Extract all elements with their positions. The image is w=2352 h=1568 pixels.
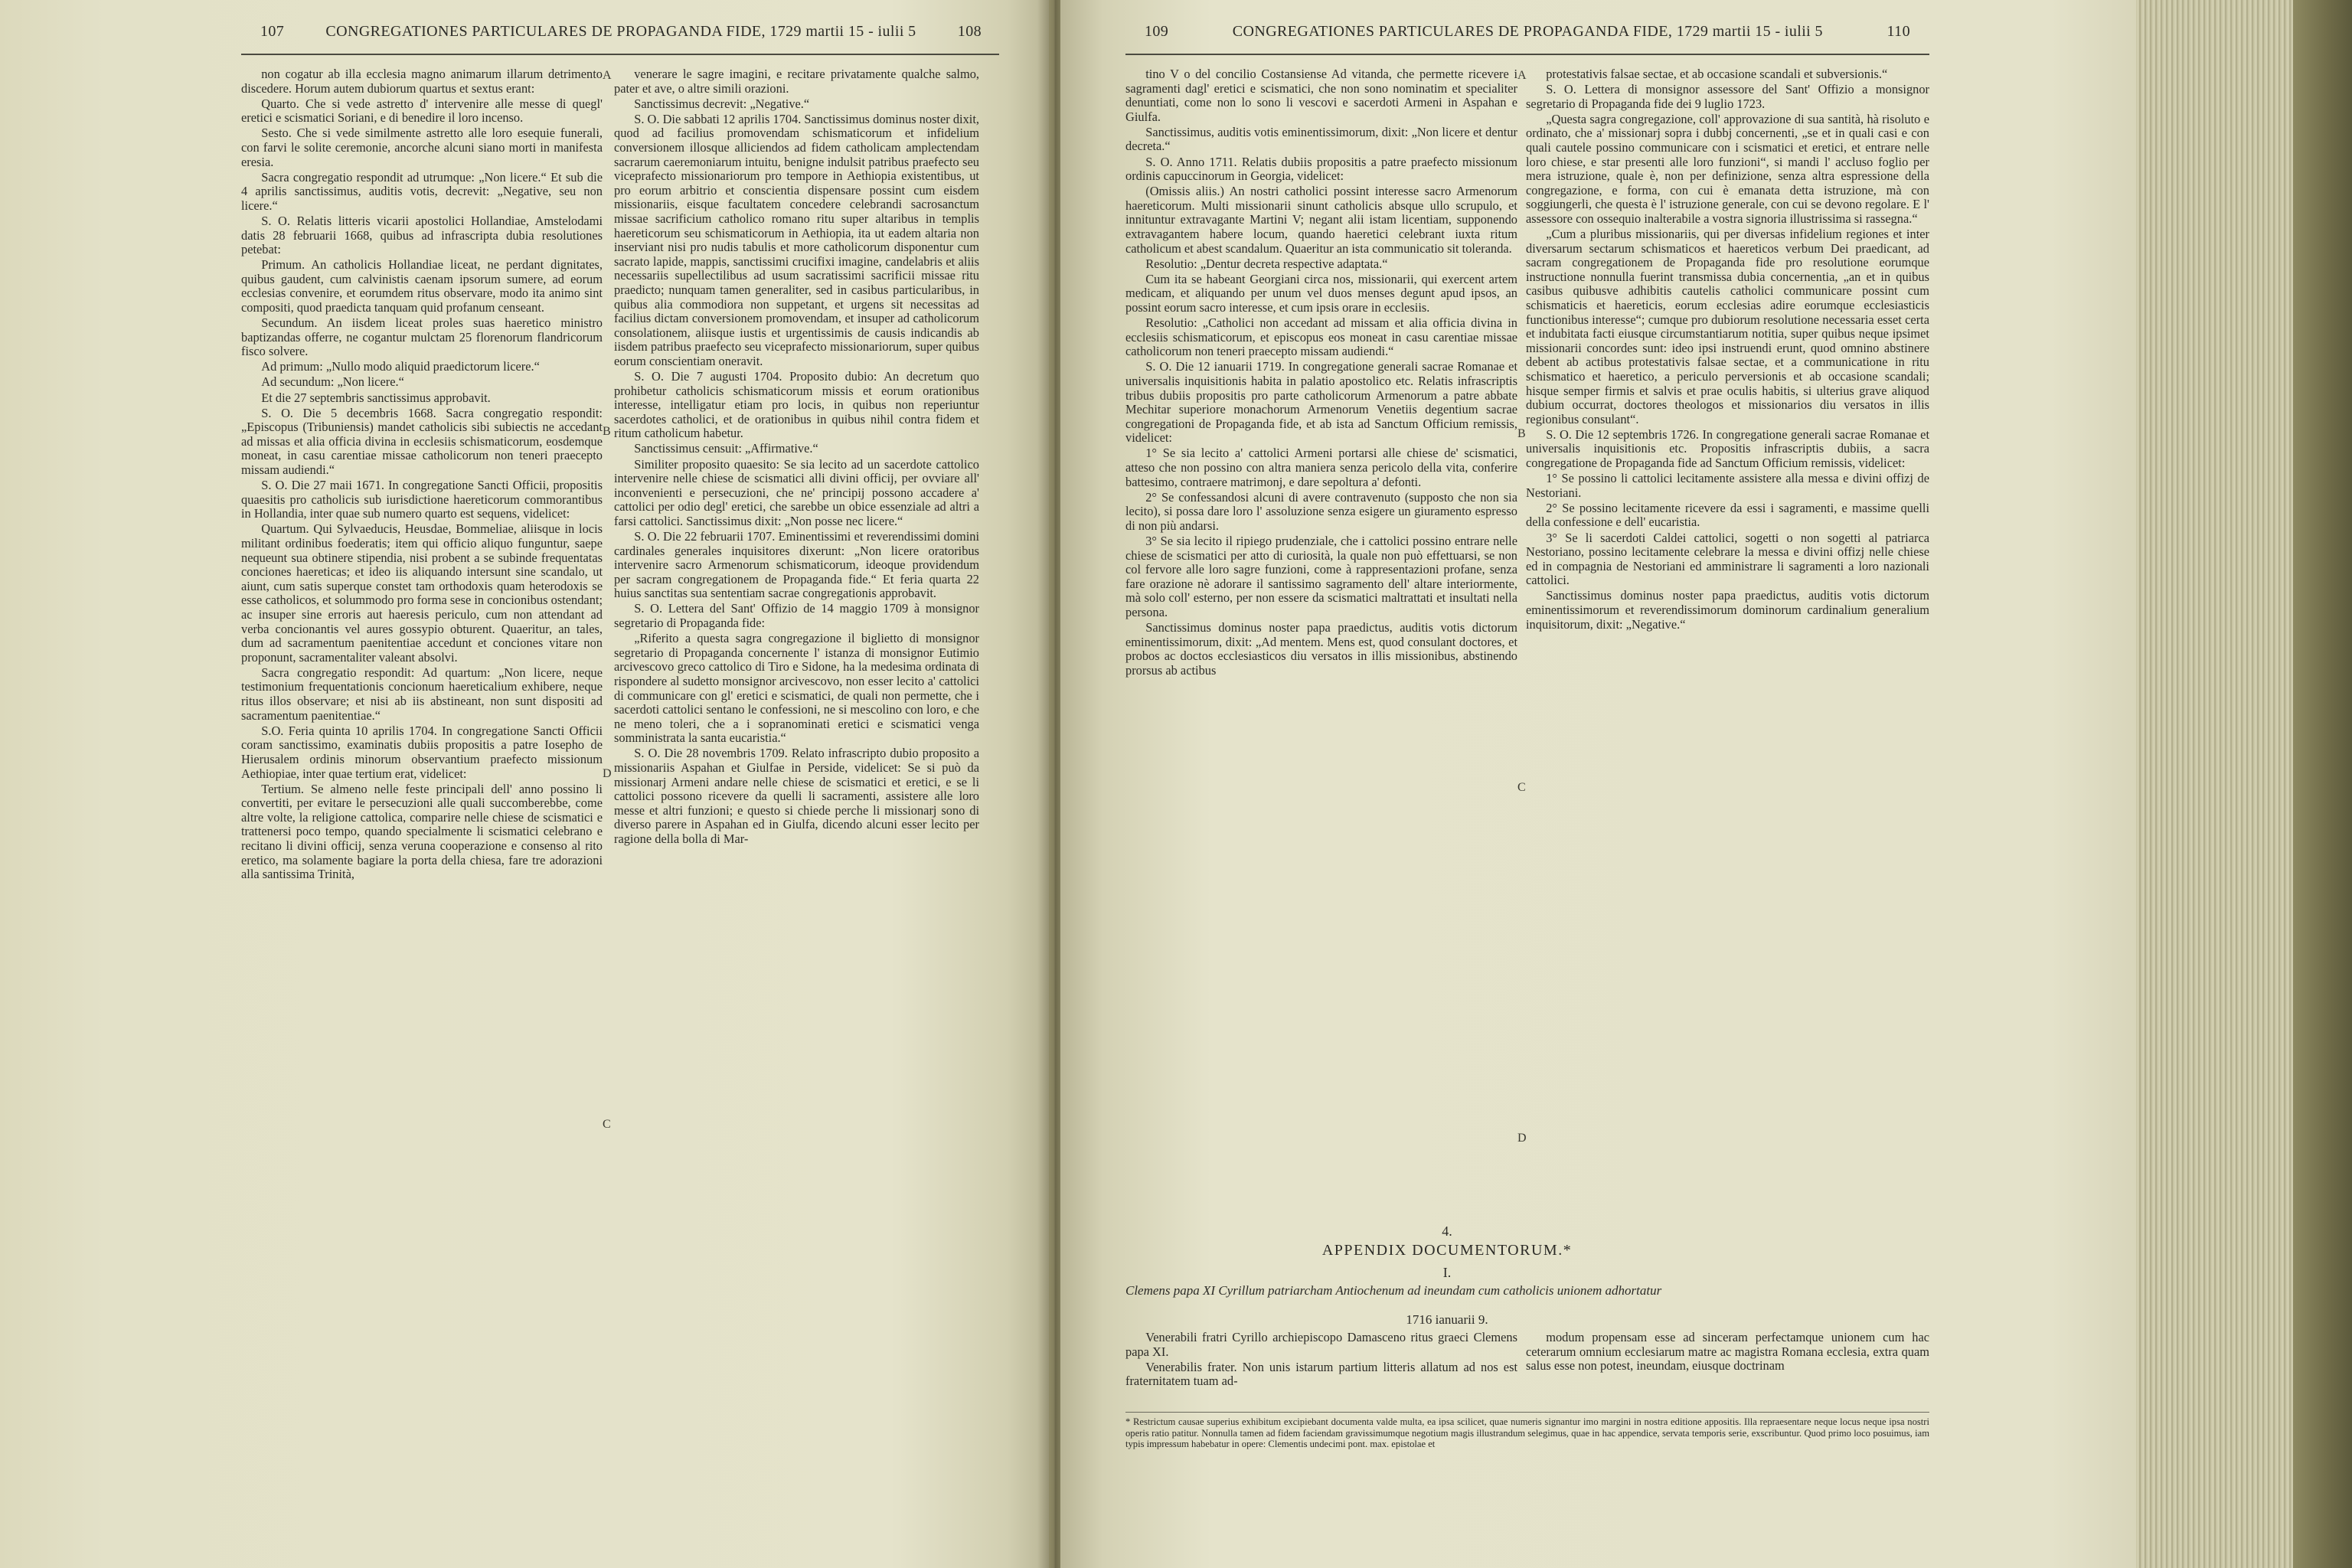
appendix-title: APPENDIX DOCUMENTORUM.*: [1321, 1242, 1573, 1259]
appendix-footnote: * Restrictum causae superius exhibitum excipiebant documenta valde multa, ea ipsa scilicet, quae numeris signantur imo margini in nostra editione appositis. Illa repraesentare neque locus neque ipsa nostri operis ratio patitur. Nonnulla tamen ad fidem faciendam gravissimumque negotium magis illustrandum selegimus, quae in hac appendice, servata temporis serie, exscribuntur. Quod primo loco posuimus, iam typis impressum habebatur in opere: Clementis undecimi pont. max. epistolae et: [1125, 1416, 1929, 1449]
paragraph: tino V o del concilio Costansiense Ad vitanda, che permette ricevere i sagramenti dagl' eretici e scismatici, che non sono nominatim et specialiter denuntiati, come non lo sono li vescovi e sacerdoti Armeni in Aspahan e Giulfa.: [1125, 67, 1517, 124]
paragraph: Resolutio: „Dentur decreta respective adaptata.“: [1145, 256, 1388, 271]
margin-marker-d-left: D: [603, 767, 612, 780]
margin-marker-c-left: C: [603, 1118, 611, 1131]
paragraph: Sacra congregatio respondit: Ad quartum: „Non licere, neque testimonium frequentationis concionum haereticalium exhibere, neque ritus illos observare; et nisi ab iis abstineant, non sunt dispositi ad sacramentum paenitentiae.“: [241, 665, 603, 723]
left-page-column-1: [241, 67, 603, 883]
paragraph: S. O. Lettera di monsignor assessore del Sant' Offizio a monsignor segretario di Propaganda fide dei 9 luglio 1723.: [1526, 82, 1929, 111]
paragraph: S. O. Anno 1711. Relatis dubiis propositis a patre praefecto missionum ordinis capuccinorum in Georgia, videlicet:: [1125, 154, 1517, 184]
margin-marker-d-right: D: [1517, 1132, 1527, 1145]
paragraph: Similiter proposito quaesito: Se sia lecito ad un sacerdote cattolico intervenire nelle chiese de scismatici alli divini officij, per ovviare all' inconvenienti e persecuzioni, che ne' principij possono accadere a' cattolici per odio degl' eretici, che sarebbe un obice essenziale ad altri a farsi cattolici. Sanctissimus dixit: „Non posse nec licere.“: [614, 456, 979, 528]
appendix-document-date: 1716 ianuarii 9.: [1406, 1312, 1488, 1327]
appendix-column-2: [1526, 1331, 1929, 1374]
right-head-rule: [1125, 54, 1929, 55]
left-head-rule: [241, 54, 999, 55]
appendix-number: 4.: [1442, 1223, 1452, 1239]
right-page-column-1: [1125, 67, 1517, 1216]
footnote-rule: [1125, 1412, 1929, 1413]
right-page-column-2: [1526, 67, 1929, 1216]
paragraph: Sanctissimus dominus noster papa praedictus, auditis votis dictorum eminentissimorum et reverendissimorum dominorum cardinalium generalium inquisitorum, dixit: „Negative.“: [1526, 588, 1929, 632]
paragraph: 3° Se sia lecito il ripiego prudenziale, che i cattolici possino entrare nelle chiese de scismatici per atto di curiosità, la quale non può effettuarsi, se non col fervore alle loro sagre funzioni, come à rappresentazioni profane, senza fare orazione nè adorare il santissimo sagramento dell' altare interiormente, mà solo coll' esterno, per non essere da scismatici maltrattati et insultati nella persona.: [1125, 534, 1517, 619]
paragraph: S. O. Relatis litteris vicarii apostolici Hollandiae, Amstelodami datis 28 februarii 1668, quibus ad infrascripta dubia resolutiones petebat:: [241, 213, 603, 257]
paragraph: Ad secundum: „Non licere.“: [261, 374, 404, 390]
right-running-head: [1145, 23, 1910, 49]
paragraph: „Cum a pluribus missionariis, qui per diversas infidelium regiones et inter diversarum sectarum schismaticos et haereticos verbum Dei praedicant, ad sacram congregationem de Propaganda fide pro resolutione eorumque instructione nonnulla fuerint transmissa dubia concernentia, „an et in quibus casibus quibusve adhibitis cautelis catholici communicare possint cum schismaticis et haereticis, eorum ecclesias adire eorumque ecclesiasticis functionibus interesse“; cumque pro dubiorum resolutione necessaria esset certa et indubitata facti eiusque circumstantiarum notitia, super quibus neque ipsimet missionarii concordes sunt: ideo ipsi instruendi erunt, quod omnino abstinere debent ab actibus protestativis falsae sectae, et a communicatione in ritu schismatico et haeretico, a periculo perversionis et ab occasione scandali; hisque semper firmis et salvis et prae oculis habitis, si ulterius grave aliquod dubium occurrat, doctores theologos et missionarios diu versatos in illis regionibus consulant“.: [1526, 227, 1929, 426]
margin-marker-a-left: A: [603, 69, 612, 82]
paragraph: 1° Se possino li cattolici lecitamente assistere alla messa e divini offizj de Nestoriani.: [1526, 471, 1929, 500]
paragraph: modum propensam esse ad sinceram perfectamque unionem cum hac ceterarum omnium ecclesiarum matre ac magistra Romana ecclesia, extra quam salus esse non potest, ineundam, eiusque doctrinam: [1526, 1330, 1929, 1374]
appendix-column-1: [1125, 1331, 1517, 1390]
paragraph: Cum ita se habeant Georgiani circa nos, missionarii, qui exercent artem medicam, et aliquando per unum vel duos menses degunt apud ipsos, an possint eorum sacro interesse, et cum ipsis orare in ecclesiis.: [1125, 271, 1517, 315]
paragraph: S. O. Die 22 februarii 1707. Eminentissimi et reverendissimi domini cardinales generales inquisitores dixerunt: „Non licere oratoribus intervenire sacro Armenorum schismaticorum, ideoque providendum per sacram congregationem de Propaganda fide.“ Et feria quarta 22 huius sanctitas sua sententiam sacrae congregationis approbavit.: [614, 529, 979, 601]
paragraph: (Omissis aliis.) An nostri catholici possint interesse sacro Armenorum haereticorum. Multi missionarii sinunt catholicis absque ullo scrupulo, et innituntur extravagante Martini V; negant alii istam licentiam, supponendo extravagantem habere locum, quando haeretici celebrant iuxta ritum catholicum et abest scandalum. Quaeritur an ista communicatio sit toleranda.: [1125, 184, 1517, 256]
paragraph: Tertium. Se almeno nelle feste principali dell' anno possino li convertiti, per evitare le persecuzioni alle quali succomberebbe, come altre volte, la religione cattolica, comparire nelle chiese de scismatici e trattenersi poco tempo, quando specialmente li scismatici celebrano e recitano li divini officij, senza veruna cooperazione e consenso al rito eretico, ma solamente bagiare la porta della chiesa, fare tre adorazioni alla santissima Trinità,: [241, 781, 603, 882]
paragraph: „Questa sagra congregazione, coll' approvazione di sua santità, hà risoluto e ordinato, che a' missionarj sopra i dubbj concernenti, „se et in quali casi e con quali cautele possino communicare con i scismatici et eretici, et entrare nelle loro chiese, e star presenti alle loro funzioni“, si mandi l' accluso foglio per mera istruzione, quale è, non per definizione, senza altra espressione della congregazione, e forma, con cui è emanata detta istruzione, mà con soggiungerli, che questa è l' istruzione generale, con cui se devono regolare. E l' assessore con ossequio inalterabile a vostra signoria illustrissima si rassegna.“: [1526, 111, 1929, 226]
margin-marker-c-right: C: [1517, 781, 1526, 794]
paragraph: 2° Se confessandosi alcuni di avere contravenuto (supposto che non sia lecito), si possa dare loro l' assoluzione senza esigere un giuramento espresso di non più andarsi.: [1125, 489, 1517, 533]
page-number-108: 108: [957, 23, 982, 40]
paragraph: Secundum. An iisdem liceat proles suas haeretico ministro baptizandas offerre, ne cogantur mulctam 25 florenorum flandricorum fisco solvere.: [241, 315, 603, 359]
margin-marker-b-right: B: [1517, 427, 1526, 440]
paragraph: 3° Se li sacerdoti Caldei cattolici, sogetti o non sogetti al patriarca Nestoriano, possino lecitamente celebrare la messa e divini offizj nelle chiese ed in compagnia de Nestoriani ed amministrare li sagramenti a loro nazionali cattolici.: [1526, 530, 1929, 588]
paragraph: Quarto. Che si vede astretto d' intervenire alle messe di quegl' eretici e scismatici Soriani, e di benedire il loro incenso.: [241, 96, 603, 126]
left-page: [0, 0, 1049, 1568]
paragraph: 1° Se sia lecito a' cattolici Armeni portarsi alle chiese de' scismatici, atteso che non possino con altra maniera senza pericolo della vita, conferire battesimo, contraere matrimonj, e dare sepoltura a' defonti.: [1125, 446, 1517, 489]
appendix-document-title: Clemens papa XI Cyrillum patriarcham Antiochenum ad ineundam cum catholicis unionem adhortatur: [1125, 1283, 1662, 1298]
page-number-109: 109: [1145, 23, 1169, 40]
right-running-title: CONGREGATIONES PARTICULARES DE PROPAGANDA FIDE, 1729 martii 15 - iulii 5: [1232, 23, 1823, 40]
paragraph: Sesto. Che si vede similmente astretto alle loro esequie funerali, con farvi le solite ceremonie, ancorche alcuni siano morti in manifesta eresia.: [241, 126, 603, 169]
margin-marker-a-right: A: [1517, 69, 1527, 82]
paragraph: Venerabili fratri Cyrillo archiepiscopo Damasceno ritus graeci Clemens papa XI.: [1125, 1330, 1517, 1359]
paragraph: Ad primum: „Nullo modo aliquid praedictorum licere.“: [261, 359, 540, 374]
paragraph: S. O. Die 27 maii 1671. In congregatione Sancti Officii, propositis quaesitis pro catholicis sub iurisdictione haereticorum commorantibus in Hollandia, inter quae sub numero quarto est sequens, videlicet:: [241, 478, 603, 521]
margin-marker-b-left: B: [603, 425, 611, 438]
paragraph: S. O. Die 5 decembris 1668. Sacra congregatio respondit: „Episcopus (Tribuniensis) mandet catholicis sibi subiectis ne accedant ad missas et alia officia divina in ecclesiis schismaticorum, eosdemque moneat, in casu carentiae missae catholicorum non teneri praecepto missam audiendi.“: [241, 405, 603, 478]
book-edge-shadow: [2293, 0, 2352, 1568]
paragraph: protestativis falsae sectae, et ab occasione scandali et subversionis.“: [1546, 67, 1888, 81]
paragraph: non cogatur ab illa ecclesia magno animarum illarum detrimento discedere. Horum autem dubiorum quartus et sextus erant:: [241, 67, 603, 96]
page-number-110: 110: [1886, 23, 1910, 40]
paragraph: Et die 27 septembris sanctissimus approbavit.: [261, 390, 491, 405]
appendix-document-number: I.: [1442, 1265, 1452, 1280]
left-running-title: CONGREGATIONES PARTICULARES DE PROPAGANDA FIDE, 1729 martii 15 - iulii 5: [325, 23, 916, 40]
paragraph: 2° Se possino lecitamente ricevere da essi i sagramenti, e massime quelli della confessione e dell' eucaristia.: [1526, 500, 1929, 530]
paragraph: Sacra congregatio respondit ad utrumque: „Non licere.“ Et sub die 4 aprilis sanctissimus, auditis votis, decrevit: „Negative, seu non licere.“: [241, 169, 603, 213]
paragraph: Venerabilis frater. Non unis istarum partium litteris allatum ad nos est fraternitatem tuam ad-: [1125, 1359, 1517, 1389]
paragraph: S. O. Die 7 augusti 1704. Proposito dubio: An decretum quo prohibetur catholicis schismaticorum missis et eorum orationibus interesse, intelligatur etiam pro locis, in quibus non reperiuntur sacerdotes catholici, et de orationibus in quibus nihil contra fidem et ritum catholicum habetur.: [614, 368, 979, 441]
paragraph: S. O. Die 12 septembris 1726. In congregatione generali sacrae Romanae et universalis inquisitionis etc. Propositis infrascriptis dubiis, a sacra congregatione de Propaganda fide ad Sanctum Officium remissis, videlicet:: [1526, 426, 1929, 471]
left-page-column-2: [614, 67, 979, 848]
paragraph: Sanctissimus censuit: „Affirmative.“: [634, 441, 818, 456]
paragraph: Sanctissimus, auditis votis eminentissimorum, dixit: „Non licere et dentur decreta.“: [1125, 124, 1517, 154]
left-running-head: [260, 23, 982, 49]
paragraph: Resolutio: „Catholici non accedant ad missam et alia officia divina in ecclesiis schismaticorum, et episcopus eos moneat in casu carentiae missae catholicorum non teneri praecepto missam audiendi.“: [1125, 315, 1517, 359]
paragraph: venerare le sagre imagini, e recitare privatamente qualche salmo, pater et ave, o altre simili orazioni.: [614, 67, 979, 96]
paragraph: Sanctissimus decrevit: „Negative.“: [634, 96, 810, 111]
paragraph: „Riferito a questa sagra congregazione il biglietto di monsignor segretario di Propaganda concernente l' istanza di monsignor Eutimio arcivescovo greco cattolico di Tiro e Sidone, ha la medesima ordinata di rispondere al sudetto monsignor arcivescovo, non esser lecito a' cattolici di communicare con gl' eretici e scismatici, de quali non permette, che i sacerdoti cattolici sentano le confessioni, ne si mescolino con loro, e che ne meno toleri, che a i sopranominati eretici e scismatici venga somministrata la santa eucaristia.“: [614, 631, 979, 746]
page-number-107: 107: [260, 23, 285, 40]
paragraph: Primum. An catholicis Hollandiae liceat, ne perdant dignitates, quibus gaudent, cum calvinistis caenam ipsorum sumere, ad eorum ecclesias convenire, et eorumdem ritus observare, modo ita animo sint compositi, quod praedicta tanquam quid profanum censeant.: [241, 257, 603, 315]
paragraph: S. O. Lettera del Sant' Offizio de 14 maggio 1709 à monsignor segretario di Propaganda fide:: [614, 601, 979, 631]
paragraph: S. O. Die sabbati 12 aprilis 1704. Sanctissimus dominus noster dixit, quod ad facilius promovendam schismaticorum et infidelium conversionem illosque alliciendos ad fidem catholicam amplectendam sacrarum caeremoniarum intuitu, benigne indulsit patribus praefecto seu viceprafecto missionariorum pro tempore in Aethiopia existentibus, ut pro eorum arbitrio et conscientia dispensare possint cum eisdem missionariis, eisque facultatem concedere celebrandi sacrosanctum missae sacrificium catholico romano ritu super altaribus in templis haereticorum seu schismaticorum in Aethiopia, ita ut eadem altaria non inserviant nisi pro nudis tabulis et more catholicorum disponentur cum sacrato lapide, mappis, sanctissimi crucifixi imagine, candelabris et aliis necessariis supellectilibus ad usum sacratissimi sacrificii missae ritu praedicto; nunquam tamen generaliter, sed in casibus particularibus, in quibus alia commodiora non suppetant, et urgens sit necessitas ad facilius dictam conversionem promovendam, et insuper ad catholicorum consolationem, aliisque iustis et urgentissimis de causis indicandis ab iisdem patribus praefecto seu viceprafecto missionariorum, super quibus eorum conscientiam oneravit.: [614, 111, 979, 368]
paragraph: S. O. Die 12 ianuarii 1719. In congregatione generali sacrae Romanae et universalis inquisitionis habita in palatio apostolico etc. Relatis infrascriptis tribus dubiis propositis pro parte catholicorum Armenorum a patre abbate Mechitar superiore monachorum Armenorum Venetiis degentium sacrae congregationi de Propaganda fide, et ab ista ad Sanctum Officium remissis, videlicet:: [1125, 359, 1517, 446]
paragraph: Quartum. Qui Sylvaeducis, Heusdae, Bommeliae, aliisque in locis militant ordinibus foederatis; item qui officio aliquo funguntur, saepe nequeunt sua obtinere stipendia, nisi probent a se subinde frequentatas conciones haereticas; et ideo iis aliquando intersunt sine scandalo, ut aiunt, cum satis superque constet tam orthodoxis quam heterodoxis se esse catholicos, et solummodo pro forma sese in concionibus ostendant; ac insuper sine erroris aut haeresis periculo, cum non attendant ad verba concionantis vel aures gossypio obturent. Quaeritur, an tales, dum ad sacramentum paenitentiae accedunt et conciones vitare non proponunt, sacramentaliter valeant absolvi.: [241, 521, 603, 665]
paragraph: Sanctissimus dominus noster papa praedictus, auditis votis dictorum eminentissimorum, dixit: „Ad mentem. Mens est, quod consulant doctores, et probos ac doctos ecclesiasticos diu versatos in illis missionibus, abstinendo prorsus ab actibus: [1125, 620, 1517, 678]
paragraph: S.O. Feria quinta 10 aprilis 1704. In congregatione Sancti Officii coram sanctissimo, examinatis dubiis propositis a patre Iosepho de Hierusalem ordinis minorum observantium praefecto missionum Aethiopiae, inter quae tertium erat, videlicet:: [241, 723, 603, 781]
paragraph: S. O. Die 28 novembris 1709. Relato infrascripto dubio proposito a missionariis Aspahan et Giulfae in Perside, videlicet: Se si può da missionarj Armeni andare nelle chiese de scismatici et eretici, e se li cattolici possono ricevere da quelli li sacramenti, assistere alle loro messe et altri funzioni; e questo si chiede perche li missionarj sono di diverso parere in Aspahan ed in Giulfa, dicendo alcuni esser lecito per ragione della bolla di Mar-: [614, 746, 979, 846]
